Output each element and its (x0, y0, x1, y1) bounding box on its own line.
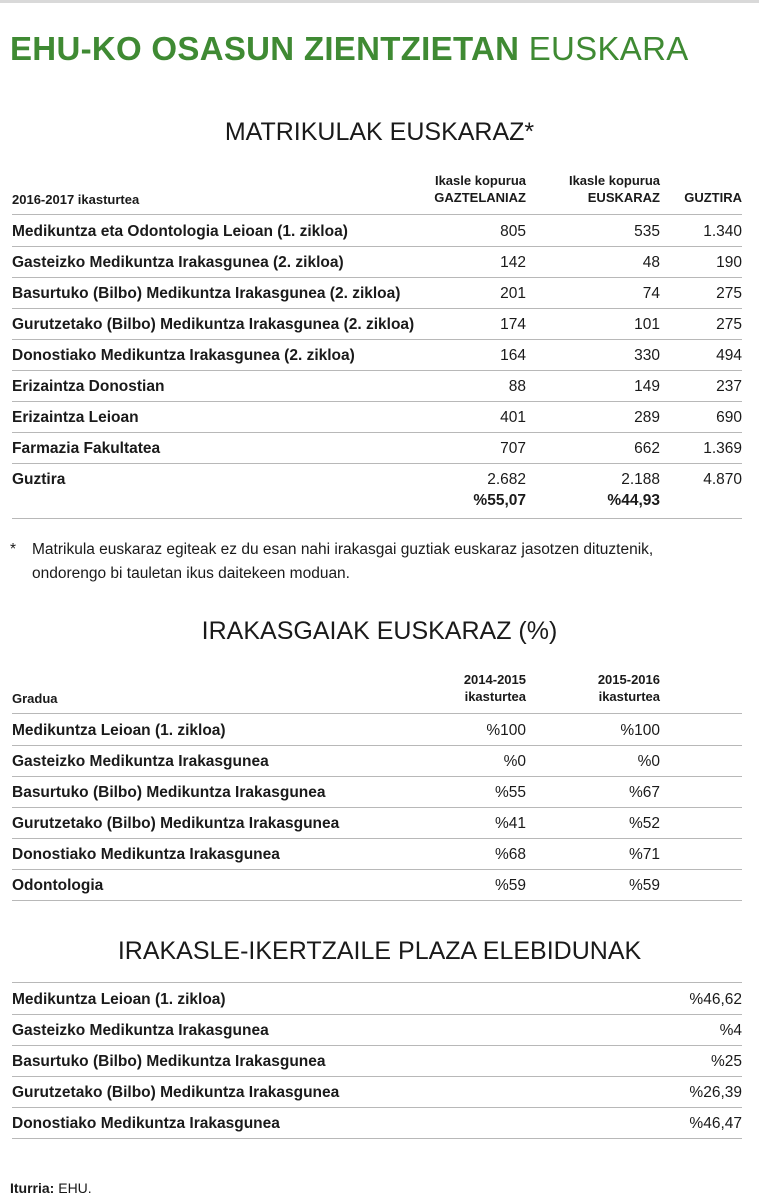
table-row (12, 1015, 742, 1046)
row-label: Gasteizko Medikuntza Irakasgunea (12, 753, 269, 770)
table-row (12, 402, 742, 433)
table3-top-rule (12, 982, 742, 983)
row-label: Medikuntza Leioan (1. zikloa) (12, 722, 226, 739)
table-row (12, 870, 742, 901)
row-value: %100 (620, 722, 660, 739)
row-value: %100 (486, 722, 526, 739)
total-value: 2.682 (487, 471, 526, 488)
table-row (12, 715, 742, 746)
footnote-text: Matrikula euskaraz egiteak ez du esan nahi irakasgai guztiak euskaraz jasotzen dituztenik, ondorengo bi tauletan ikus daitekeen moduan. (32, 541, 654, 582)
source-value: EHU. (58, 1180, 92, 1196)
table1-col2-line1: Ikasle kopurua (568, 173, 660, 188)
row-value: 535 (634, 223, 660, 240)
row-value: 149 (634, 378, 660, 395)
table2-header-rule (12, 713, 742, 714)
row-label: Medikuntza Leioan (1. zikloa) (12, 991, 226, 1008)
row-value: %71 (628, 846, 660, 863)
row-value: %59 (628, 877, 660, 894)
row-label: Farmazia Fakultatea (12, 440, 161, 457)
row-value: %68 (494, 846, 526, 863)
row-value: 201 (500, 285, 526, 302)
total-percent: %55,07 (473, 492, 526, 509)
table1-col1-header (380, 172, 526, 206)
row-value: 401 (500, 409, 526, 426)
table-row (12, 1108, 742, 1139)
row-value: %41 (494, 815, 526, 832)
table-row (12, 1077, 742, 1108)
page-title (10, 30, 689, 68)
row-value: 494 (716, 347, 742, 364)
row-value: %46,47 (689, 1115, 742, 1132)
row-value: %55 (494, 784, 526, 801)
row-value: 1.340 (703, 223, 742, 240)
table1-col2-header (520, 172, 660, 206)
row-value: 275 (716, 316, 742, 333)
row-value: 142 (500, 254, 526, 271)
table1-col3-header: GUZTIRA (684, 190, 742, 205)
row-value: 289 (634, 409, 660, 426)
table-row (12, 371, 742, 402)
total-label: Guztira (12, 471, 66, 488)
top-rule (0, 0, 759, 3)
title-light: EUSKARA (528, 30, 689, 67)
table1-row-header: 2016-2017 ikasturtea (12, 192, 140, 207)
row-label: Basurtuko (Bilbo) Medikuntza Irakasgunea (12, 784, 326, 801)
table-row (12, 984, 742, 1015)
table2-col2-line1: 2015-2016 (597, 672, 660, 687)
row-value: 330 (634, 347, 660, 364)
total-value: 2.188 (621, 471, 660, 488)
row-label: Erizaintza Leioan (12, 409, 139, 426)
row-label: Medikuntza eta Odontologia Leioan (1. zikloa) (12, 223, 348, 240)
table-row (12, 777, 742, 808)
row-value: 101 (634, 316, 660, 333)
row-value: 1.369 (703, 440, 742, 457)
table2-col1-header (380, 671, 526, 705)
total-percent: %44,93 (607, 492, 660, 509)
table-row (12, 808, 742, 839)
table2-col1-line2: ikasturtea (464, 689, 526, 704)
table-row (12, 433, 742, 464)
row-label: Gasteizko Medikuntza Irakasgunea (2. zikloa) (12, 254, 344, 271)
row-value: 237 (716, 378, 742, 395)
row-label: Erizaintza Donostian (12, 378, 165, 395)
row-value: 690 (716, 409, 742, 426)
row-label: Donostiako Medikuntza Irakasgunea (12, 1115, 280, 1132)
row-label: Basurtuko (Bilbo) Medikuntza Irakasgunea (2. zikloa) (12, 285, 401, 302)
row-value: %59 (494, 877, 526, 894)
row-label: Gasteizko Medikuntza Irakasgunea (12, 1022, 269, 1039)
table1-header-rule (12, 214, 742, 215)
total-value: 4.870 (703, 471, 742, 488)
table1-col1-line2: GAZTELANIAZ (434, 190, 526, 205)
row-value: %0 (503, 753, 526, 770)
table-total-row (12, 464, 742, 519)
row-value: %25 (710, 1053, 742, 1070)
row-value: 275 (716, 285, 742, 302)
row-value: 48 (642, 254, 660, 271)
table2-title: IRAKASGAIAK EUSKARAZ (%) (201, 617, 558, 645)
row-value: 662 (634, 440, 660, 457)
table-row (12, 278, 742, 309)
table-row (12, 1046, 742, 1077)
source-note (10, 1180, 92, 1196)
row-value: %0 (637, 753, 660, 770)
table2-col2-line2: ikasturtea (598, 689, 660, 704)
table-row (12, 746, 742, 777)
title-bold: EHU-KO OSASUN ZIENTZIETAN (10, 30, 520, 67)
row-label: Odontologia (12, 877, 104, 894)
row-value: 74 (642, 285, 660, 302)
row-value: %67 (628, 784, 660, 801)
table1-col2-line2: EUSKARAZ (587, 190, 660, 205)
row-value: 88 (508, 378, 526, 395)
row-label: Gurutzetako (Bilbo) Medikuntza Irakasgunea (12, 1084, 340, 1101)
table-row (12, 839, 742, 870)
row-value: 707 (500, 440, 526, 457)
row-label: Donostiako Medikuntza Irakasgunea (12, 846, 280, 863)
row-value: %26,39 (689, 1084, 742, 1101)
table-row (12, 340, 742, 371)
row-label: Donostiako Medikuntza Irakasgunea (2. zikloa) (12, 347, 355, 364)
table2-col1-line1: 2014-2015 (463, 672, 526, 687)
table2-row-header: Gradua (12, 691, 58, 706)
table-row (12, 216, 742, 247)
row-value: %46,62 (689, 991, 742, 1008)
row-value: 174 (500, 316, 526, 333)
row-value: 190 (716, 254, 742, 271)
row-label: Basurtuko (Bilbo) Medikuntza Irakasgunea (12, 1053, 326, 1070)
row-value: 805 (500, 223, 526, 240)
source-label: Iturria: (10, 1180, 55, 1196)
table3-title: IRAKASLE-IKERTZAILE PLAZA ELEBIDUNAK (117, 937, 642, 965)
table2-col2-header (520, 671, 660, 705)
footnote-mark: * (10, 541, 17, 558)
row-value: %4 (719, 1022, 742, 1039)
table-row (12, 247, 742, 278)
table1-col1-line1: Ikasle kopurua (434, 173, 526, 188)
row-label: Gurutzetako (Bilbo) Medikuntza Irakasgunea (2. zikloa) (12, 316, 415, 333)
table-row (12, 309, 742, 340)
row-label: Gurutzetako (Bilbo) Medikuntza Irakasgunea (12, 815, 340, 832)
row-value: 164 (500, 347, 526, 364)
table1-title: MATRIKULAK EUSKARAZ* (224, 118, 535, 146)
row-value: %52 (628, 815, 660, 832)
